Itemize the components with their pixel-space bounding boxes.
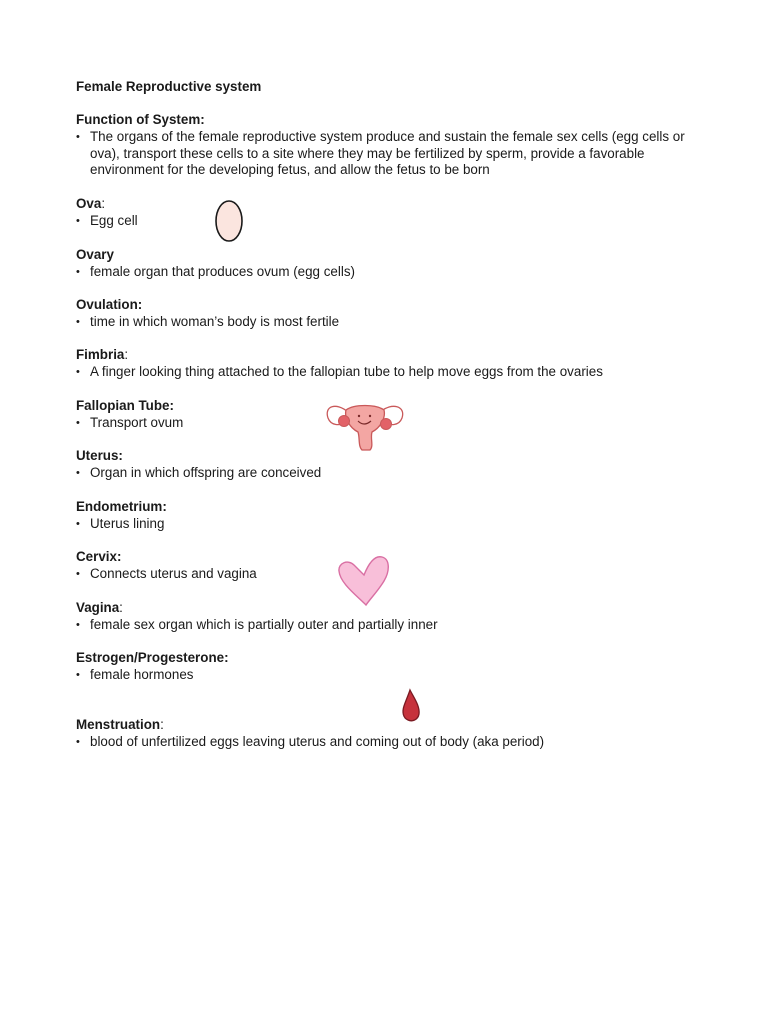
section-heading: Vagina [76, 600, 120, 615]
section-heading-colon: : [118, 448, 123, 463]
bullet-item: • Transport ovum [76, 415, 706, 432]
section-heading-colon: : [119, 600, 123, 615]
section-menstruation [76, 717, 706, 751]
section-heading: Ovulation [76, 297, 138, 312]
section-heading-colon: : [200, 112, 205, 127]
bullet-item: • time in which woman’s body is most fertile [76, 314, 706, 331]
smiling-uterus-drawing [322, 400, 408, 454]
section-heading: Estrogen/Progesterone [76, 650, 225, 665]
blood-drop-drawing [398, 688, 424, 724]
section-heading-colon: : [137, 297, 143, 312]
section-estrogen-progesterone [76, 650, 706, 684]
section-heading-colon: : [101, 196, 106, 211]
section-ovulation [76, 297, 706, 331]
bullet-item: • female hormones [76, 667, 706, 684]
section-heading: Ova [76, 196, 102, 211]
bullet-item: • The organs of the female reproductive system produce and sustain the female sex cells (egg cells or ova), transport these cells to a site where they may be fertilized by sperm, provide a favorable environment for the developing fetus, and allow the fetus to be born [76, 129, 706, 179]
section-heading: Menstruation [76, 717, 161, 732]
heart-drawing [334, 553, 394, 609]
section-heading-colon: : [160, 717, 164, 732]
section-endometrium [76, 499, 706, 533]
bullet-item: • blood of unfertilized eggs leaving uterus and coming out of body (aka period) [76, 734, 706, 751]
section-heading: Function of System [76, 112, 201, 127]
bullet-item: • A finger looking thing attached to the fallopian tube to help move eggs from the ovaries [76, 364, 706, 381]
section-heading-colon: : [224, 650, 229, 665]
bullet-item: • female sex organ which is partially outer and partially inner [76, 617, 706, 634]
section-heading-colon: : [124, 347, 129, 362]
egg-cell-drawing [212, 197, 246, 245]
section-heading: Uterus [76, 448, 119, 463]
section-heading: Fimbria [76, 347, 125, 362]
section-heading-colon: : [162, 499, 167, 514]
section-function-of-system [76, 112, 706, 179]
section-fimbria [76, 347, 706, 381]
section-heading-colon: : [169, 398, 174, 413]
bullet-item: • Uterus lining [76, 516, 706, 533]
section-heading: Cervix [76, 549, 117, 564]
bullet-item: • Connects uterus and vagina [76, 566, 706, 583]
section-heading: Endometrium [76, 499, 163, 514]
section-heading: Fallopian Tube [76, 398, 170, 413]
section-ovary [76, 247, 706, 281]
section-heading: Ovary [76, 247, 114, 262]
section-ova [76, 196, 706, 230]
section-heading-colon: : [116, 549, 122, 564]
bullet-item: • female organ that produces ovum (egg cells) [76, 264, 706, 281]
bullet-item: • Organ in which offspring are conceived [76, 465, 706, 482]
bullet-item: • Egg cell [76, 213, 706, 230]
document-title: Female Reproductive system [76, 79, 262, 94]
